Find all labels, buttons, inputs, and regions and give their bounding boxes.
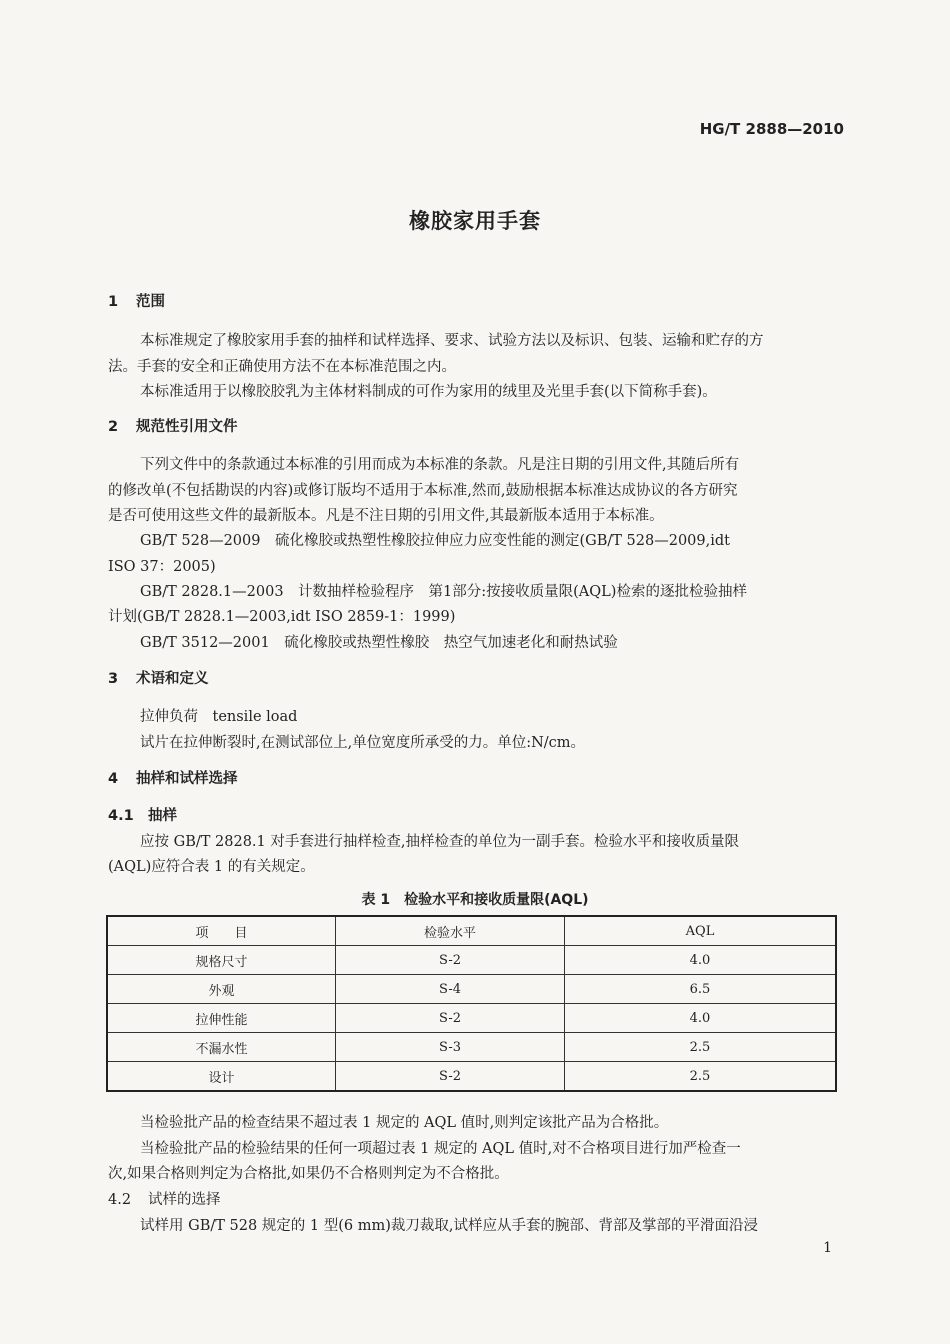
section-3-heading bbox=[108, 667, 209, 688]
reference-item: GB/T 528—2009 硫化橡胶或热塑性橡胶拉伸应力应变性能的测定(GB/T 528—2009,idt bbox=[140, 533, 730, 549]
subsection-4-1-heading bbox=[108, 804, 177, 825]
reference-item: GB/T 2828.1—2003 计数抽样检验程序 第1部分:按接收质量限(AQL)检索的逐批检验抽样 bbox=[140, 584, 747, 600]
table-row bbox=[107, 1033, 836, 1062]
term: 拉伸负荷 tensile load bbox=[140, 709, 298, 725]
section-title: 规范性引用文件 bbox=[136, 419, 238, 435]
paragraph: 本标准适用于以橡胶胶乳为主体材料制成的可作为家用的绒里及光里手套(以下简称手套)。 bbox=[140, 384, 717, 400]
level-cell: S-4 bbox=[336, 975, 565, 1004]
aql-cell: 4.0 bbox=[565, 1004, 837, 1033]
level-cell: S-2 bbox=[336, 1004, 565, 1033]
section-2-heading bbox=[108, 415, 238, 436]
subsection-4-2-heading bbox=[108, 1188, 221, 1209]
level-cell: S-3 bbox=[336, 1033, 565, 1062]
aql-cell: 4.0 bbox=[565, 946, 837, 975]
column-header: 检验水平 bbox=[336, 916, 565, 946]
item-cell: 拉伸性能 bbox=[107, 1004, 336, 1033]
aql-cell: 6.5 bbox=[565, 975, 837, 1004]
reference-item: ISO 37：2005) bbox=[108, 559, 216, 575]
paragraph: 试样用 GB/T 528 规定的 1 型(6 mm)裁刀裁取,试样应从手套的腕部、背部及掌部的平滑面沿浸 bbox=[140, 1218, 758, 1234]
table-caption: 表 1 检验水平和接收质量限(AQL) bbox=[361, 892, 589, 908]
subsection-title: 试样的选择 bbox=[148, 1192, 221, 1208]
section-number: 1 bbox=[108, 294, 119, 310]
item-cell: 设计 bbox=[107, 1062, 336, 1092]
paragraph: 是否可使用这些文件的最新版本。凡是不注日期的引用文件,其最新版本适用于本标准。 bbox=[108, 508, 664, 524]
level-cell: S-2 bbox=[336, 946, 565, 975]
paragraph: (AQL)应符合表 1 的有关规定。 bbox=[108, 859, 315, 875]
section-title: 术语和定义 bbox=[136, 671, 209, 687]
section-title: 范围 bbox=[136, 294, 165, 310]
column-header: 项 目 bbox=[107, 916, 336, 946]
page-number: 1 bbox=[823, 1240, 832, 1256]
document-title: 橡胶家用手套 bbox=[409, 209, 541, 233]
paragraph: 当检验批产品的检验结果的任何一项超过表 1 规定的 AQL 值时,对不合格项目进行加严检查一 bbox=[140, 1141, 741, 1157]
section-number: 4 bbox=[108, 771, 119, 787]
section-1-heading bbox=[108, 290, 165, 311]
paragraph: 本标准规定了橡胶家用手套的抽样和试样选择、要求、试验方法以及标识、包装、运输和贮存的方 bbox=[140, 333, 764, 349]
section-number: 3 bbox=[108, 671, 119, 687]
section-number: 2 bbox=[108, 419, 119, 435]
reference-item: 计划(GB/T 2828.1—2003,idt ISO 2859-1：1999) bbox=[108, 609, 456, 625]
item-cell: 外观 bbox=[107, 975, 336, 1004]
table-row bbox=[107, 946, 836, 975]
subsection-number: 4.2 bbox=[108, 1192, 132, 1208]
section-title: 抽样和试样选择 bbox=[136, 771, 238, 787]
reference-item: GB/T 3512—2001 硫化橡胶或热塑性橡胶 热空气加速老化和耐热试验 bbox=[140, 635, 618, 651]
paragraph: 法。手套的安全和正确使用方法不在本标准范围之内。 bbox=[108, 359, 456, 375]
paragraph: 应按 GB/T 2828.1 对手套进行抽样检查,抽样检查的单位为一副手套。检验水平和接收质量限 bbox=[140, 834, 739, 850]
section-4-heading bbox=[108, 767, 238, 788]
aql-cell: 2.5 bbox=[565, 1033, 837, 1062]
paragraph: 下列文件中的条款通过本标准的引用而成为本标准的条款。凡是注日期的引用文件,其随后所有 bbox=[140, 457, 740, 473]
subsection-title: 抽样 bbox=[148, 808, 177, 824]
table-header-row bbox=[107, 916, 836, 946]
paragraph: 的修改单(不包括勘误的内容)或修订版均不适用于本标准,然而,鼓励根据本标准达成协议的各方研究 bbox=[108, 483, 738, 499]
definition: 试片在拉伸断裂时,在测试部位上,单位宽度所承受的力。单位:N/cm。 bbox=[140, 735, 586, 751]
aql-table bbox=[106, 915, 837, 1092]
paragraph: 次,如果合格则判定为合格批,如果仍不合格则判定为不合格批。 bbox=[108, 1166, 509, 1182]
subsection-number: 4.1 bbox=[108, 808, 134, 824]
paragraph: 当检验批产品的检查结果不超过表 1 规定的 AQL 值时,则判定该批产品为合格批。 bbox=[140, 1115, 669, 1131]
item-cell: 不漏水性 bbox=[107, 1033, 336, 1062]
level-cell: S-2 bbox=[336, 1062, 565, 1092]
table-row bbox=[107, 1062, 836, 1092]
table-row bbox=[107, 1004, 836, 1033]
table-row bbox=[107, 975, 836, 1004]
aql-cell: 2.5 bbox=[565, 1062, 837, 1092]
item-cell: 规格尺寸 bbox=[107, 946, 336, 975]
column-header: AQL bbox=[565, 916, 837, 946]
standard-number: HG/T 2888—2010 bbox=[699, 120, 844, 138]
